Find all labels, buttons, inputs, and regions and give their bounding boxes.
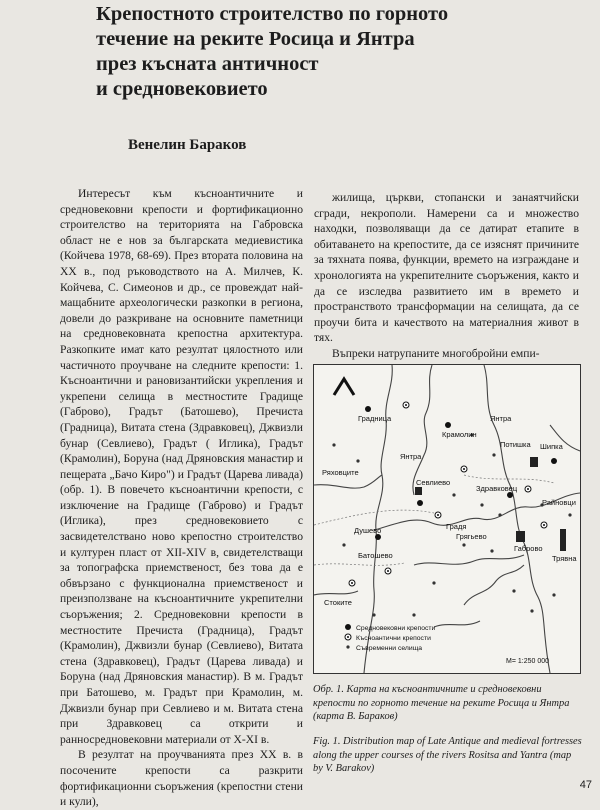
page-number: 47 bbox=[579, 779, 592, 791]
map-label: Грягьево bbox=[456, 532, 487, 541]
article-author: Венелин Бараков bbox=[128, 137, 247, 153]
title-line: и средновековието bbox=[96, 78, 268, 100]
distribution-map bbox=[313, 364, 581, 674]
paragraph: Интересът към късноантичните и средновековни крепости и фортификационно строителство на територията на Габровска област не е нов за българската медиевистика (Койчева 1978, 68-69). През втората половина на XX в., под ръководството на А. Милчев, К. Койчева, С. Симеонов и др., се провеждат най-мащабните археологически разкопки в региона, довели до разкриване на основните паметници на средновековната крепостна архитектура. Разкопките имат като резултат цялостното или частичното проучване на следните крепости: 1. Късноантични и рановизантийски укрепления и укрепени селища в местностите Градище (Габрово), Градът (Батошево), Пречиста (Градница), Витата стена (Здравковец), Джвизли бунар (Севлиево), Градът ( Иглика), Градът (Крамолин), Боруна (над Дряновския манастир и пещерата „Бачо Киро") и Градът (Царева ливада) (обр. 1). В повечето късноантични крепости, с изключение на Градище (Габрово) и Градът (Иглика), през средновековието с засвидетелствано ново крепостно строителство и културен пласт от XII-XIV в, свидетелстващи за топографска приемственост, без това да е обвързано с функционална приемственост и преизползване на късноантичните укрепителни съоръжения; 2. Средновековни крепости в местностите Пречиста (Градница), Градът (Крамолин), Джвизли бунар (Севлиево), Витата стена (Здравковец), Градът (Царева ливада) и Боруна (над Дряновския манастир). В м. Градът при Батошево, м. Градът при Крамолин, м. Джвизли бунар при Севлиево и м. Витата стена при Здравковец са открити и ранносредновековни материали от X-XI в. bbox=[60, 187, 303, 746]
map-label: Шипка bbox=[540, 442, 563, 451]
map-label: Стоките bbox=[324, 598, 352, 607]
map-label: Градя bbox=[446, 522, 467, 531]
figure-caption-bulgarian: Обр. 1. Карта на късноантичните и средновековни крепости по горното течение на реките Росица и Янтра (карта В. Бараков) bbox=[313, 684, 570, 722]
article-title bbox=[96, 2, 556, 102]
map-label: Ряховците bbox=[322, 468, 359, 477]
map-label: Трявна bbox=[552, 554, 577, 563]
town-marker-sevlievo bbox=[415, 487, 422, 495]
paragraph: жилища, църкви, стопански и занаятчийски сгради, некрополи. Намерени са и множество находки, позволяващи да се датират етапите в обитаването на крепостите, да се изяснят причините за тяхната поява, функции, времето на изграждане и хронологията на укрепителните съоръжения, както и да се изследва развитието им в времето и пространството трансформации на селищата, да се проучи бита и качеството на материалния живот в тях. bbox=[314, 191, 579, 345]
legend-entry: Късноантични крепости bbox=[356, 635, 431, 642]
map-label: Янтра bbox=[400, 452, 422, 461]
town-marker-shipka-area bbox=[530, 457, 538, 467]
town-marker-gabrovo bbox=[516, 531, 525, 542]
map-label: Райновци bbox=[542, 498, 576, 507]
title-line: Крепостното строителство по горното bbox=[96, 3, 449, 25]
map-legend bbox=[345, 624, 436, 652]
map-label: Душево bbox=[354, 526, 382, 535]
body-column-right bbox=[314, 190, 579, 362]
figure-caption-english: Fig. 1. Distribution map of Late Antique and medieval fortresses along the upper courses of the rivers Rositsa and Yantra (map by V. Barakov) bbox=[313, 736, 582, 774]
map-label: Потишка bbox=[500, 440, 531, 449]
title-line: през късната античност bbox=[96, 53, 319, 75]
map-label: Габрово bbox=[514, 544, 543, 553]
north-arrow-icon bbox=[334, 379, 354, 395]
map-label: Севлиево bbox=[416, 478, 451, 487]
body-column-left bbox=[60, 186, 303, 810]
map-label: Батошево bbox=[358, 551, 393, 560]
legend-entry: Средновековни крепости bbox=[356, 625, 436, 632]
title-line: течение на реките Росица и Янтра bbox=[96, 28, 415, 50]
map-label: Янтра bbox=[490, 414, 512, 423]
town-marker-tryavna bbox=[560, 529, 566, 551]
map-label: Крамолин bbox=[442, 430, 477, 439]
paragraph: В резултат на проучванията през XX в. в посочените крепости са разкрити фортификационни съоръжения (крепостни стени и кули), bbox=[60, 748, 303, 809]
legend-entry: Съвременни селища bbox=[356, 645, 423, 652]
map-graphic bbox=[314, 365, 580, 673]
paragraph: Въпреки натрупаните многобройни емпи- bbox=[332, 346, 540, 360]
map-label: Градница bbox=[358, 414, 392, 423]
map-label: Здравковец bbox=[476, 484, 518, 493]
map-scale: М= 1:250 000 bbox=[506, 658, 550, 665]
